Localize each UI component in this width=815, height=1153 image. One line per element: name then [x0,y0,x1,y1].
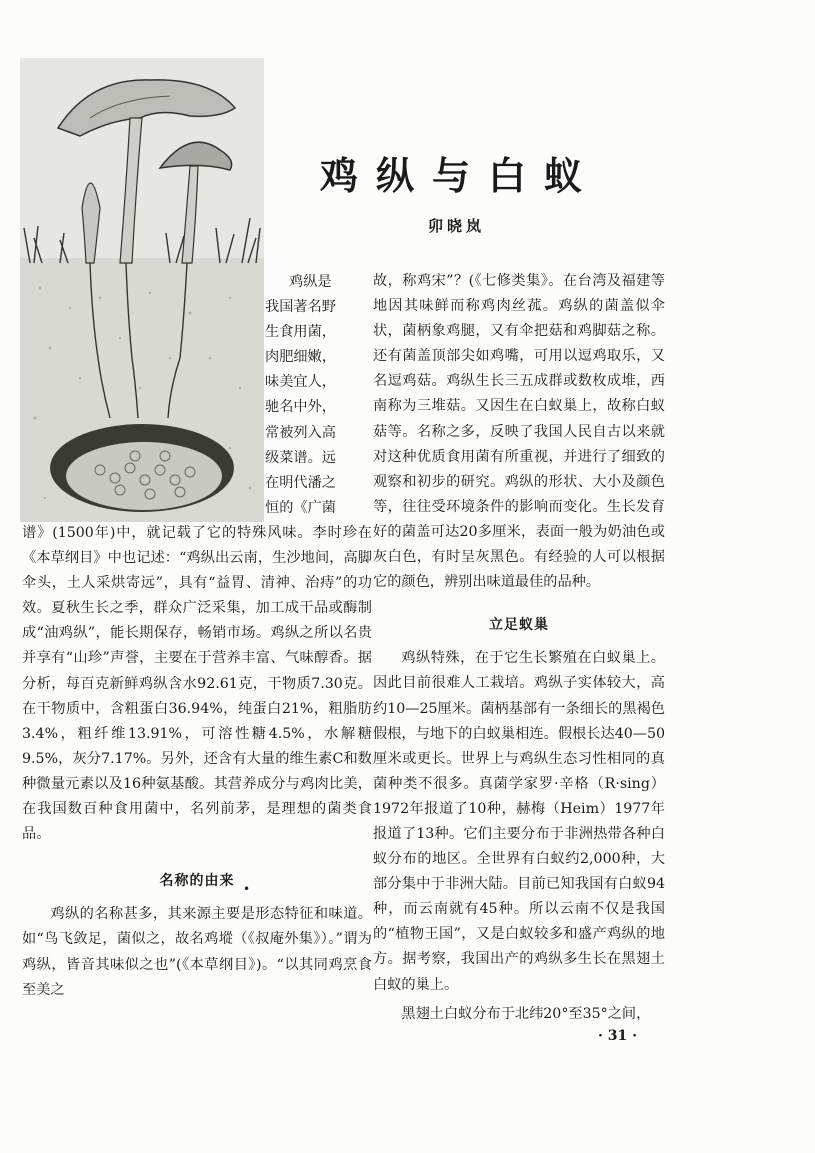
paragraph: 故，称鸡宋”？(《七修类集》。在台湾及福建等地因其味鲜而称鸡肉丝菰。鸡纵的菌盖似伞状，菌柄象鸡腿，又有伞把菇和鸡脚菇之称。还有菌盖顶部尖如鸡嘴，可用以逗鸡取乐，又名逗鸡菇。鸡纵生长三五成群或数枚成堆，西南称为三堆菇。又因生在白蚁巢上，故称白蚁菇等。名称之多，反映了我国人民自古以来就对这种优质食用菌有所重视，并进行了细致的观察和初步的研究。鸡纵的形状、大小及颜色等，往往受环境条件的影响而变化。生长发育好的菌盖可达20多厘米，表面一般为奶油色或灰白色，有时呈灰黑色。有经验的人可以根据它的颜色，辨别出味道最佳的品种。 [373,273,665,591]
text-line: 肉肥细嫩， [265,349,336,366]
text-line: 级菜谱。远 [265,449,336,466]
right-column [373,269,665,1027]
author-name: 卯晓岚 [428,217,486,235]
paragraph: 黑翅土白蚁分布于北纬20°至35°之间， [401,1005,651,1022]
article-title: 鸡纵与白蚁 [320,153,601,198]
wrapped-text-block [265,270,375,521]
section-heading: 立足蚁巢 [489,617,549,634]
text-line: 驰名中外， [265,399,336,416]
text-line: 常被列入高 [265,424,336,441]
left-column [22,521,372,1003]
text-line: 鸡纵是 [289,274,332,290]
bullet-dot: • [243,882,251,896]
text-line: 在明代潘之 [265,474,336,491]
text-line: 生食用菌， [265,324,336,341]
paragraph: 谱》(1500年)中，就记载了它的特殊风味。李时珍在《本草纲目》中也记述：“鸡纵出云南，生沙地间，高脚伞头，土人采烘寄远”，具有“益胃、清神、治痔”的功效。夏秋生长之季，群众广泛采集，加工成干品或酶制成“油鸡纵”，能长期保存，畅销市场。鸡纵之所以名贵并享有“山珍”声誉，主要在于营养丰富、气味醇香。据分析，每百克新鲜鸡纵含水92.61克，干物质7.30克。在干物质中，含粗蛋白36.94%，纯蛋白21%，粗脂肪3.4%，粗纤维13.91%，可溶性糖4.5%，水解糖9.5%，灰分7.17%。另外，还含有大量的维生素C和数种微量元素以及16种氨基酸。其营养成分与鸡肉比美，在我国数百种食用菌中，名列前茅，是理想的菌类食品。 [22,525,372,843]
text-line: 恒的《广菌 [265,499,336,516]
section-heading: 名称的由来 [159,873,235,890]
paragraph: 鸡纵特殊，在于它生长繁殖在白蚁巢上。因此目前很难人工栽培。鸡纵子实体较大，高约10—25厘米。菌柄基部有一条细长的黑褐色假根，与地下的白蚁巢相连。假根长达40—50厘米或更长。世界上与鸡纵生态习性相同的真菌种类不很多。真菌学家罗·辛格（R·sing）1972年报道了10种，赫梅（Heim）1977年报道了13种。它们主要分布于非洲热带各种白蚁分布的地区。全世界有白蚁约2,000种，大部分集中于非洲大陆。目前已知我国有白蚁94种，而云南就有45种。所以云南不仅是我国的“植物王国”，又是白蚁较多和盛产鸡纵的地方。据考察，我国出产的鸡纵多生长在黑翅土白蚁的巢上。 [373,650,665,993]
text-line: 我国著名野 [265,299,336,316]
page-number: · 31 · [598,1028,637,1044]
mushroom-termite-nest-illustration [20,58,264,522]
paragraph: 鸡纵的名称甚多，其来源主要是形态特征和味道。如“鸟飞敛足，菌似之，故名鸡㙡（《叔庵外集》）。”谓为鸡纵，皆音其味似之也”(《本草纲目》)。“以其同鸡烹食至美之 [22,906,372,998]
text-line: 味美宜人， [265,374,336,391]
